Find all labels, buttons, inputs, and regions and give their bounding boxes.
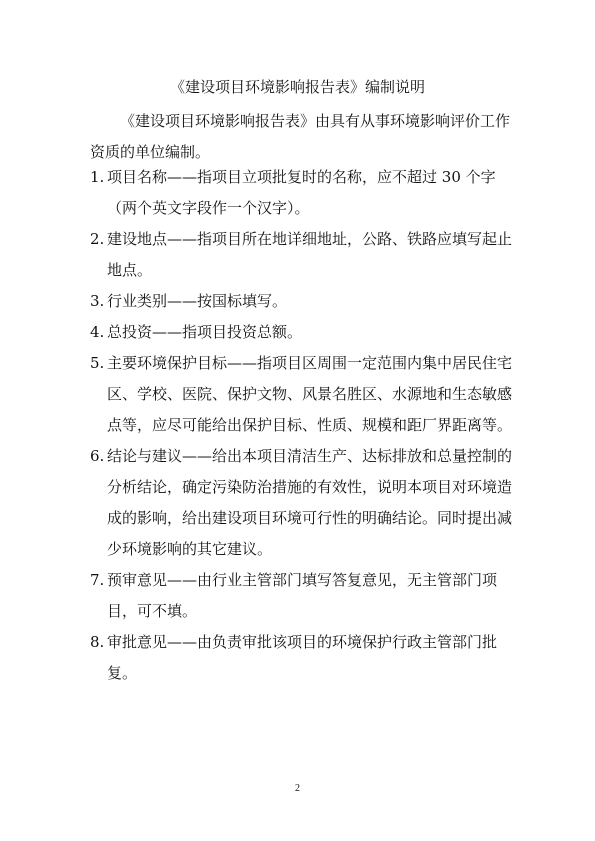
- item-text: 建设地点——指项目所在地详细地址，公路、铁路应填写起止地点。: [107, 230, 513, 279]
- item-text: 预审意见——由行业主管部门填写答复意见，无主管部门项目，可不填。: [107, 571, 498, 620]
- list-item: [90, 348, 515, 441]
- list-item: [90, 224, 515, 286]
- list-item: [90, 162, 515, 224]
- item-number: 1.: [90, 168, 105, 186]
- instruction-list: [90, 162, 515, 689]
- item-number: 4.: [90, 323, 105, 341]
- list-item: [90, 627, 515, 689]
- item-text: 项目名称——指项目立项批复时的名称，应不超过 30 个字（两个英文字段作一个汉字）。: [107, 168, 496, 217]
- intro-paragraph: 《建设项目环境影响报告表》由具有从事环境影响评价工作资质的单位编制。: [90, 112, 511, 161]
- item-text: 结论与建议——给出本项目清洁生产、达标排放和总量控制的分析结论，确定污染防治措施的有效性，说明本项目对环境造成的影响，给出建设项目环境可行性的明确结论。同时提出减少环境影响的其它建议。: [107, 447, 513, 558]
- item-text: 行业类别——按国标填写。: [107, 292, 288, 310]
- list-item: [90, 565, 515, 627]
- item-text: 主要环境保护目标——指项目区周围一定范围内集中居民住宅区、学校、医院、保护文物、风景名胜区、水源地和生态敏感点等，应尽可能给出保护目标、性质、规模和距厂界距离等。: [107, 354, 513, 434]
- item-text: 审批意见——由负责审批该项目的环境保护行政主管部门批复。: [107, 633, 498, 682]
- item-number: 8.: [90, 633, 105, 651]
- item-number: 5.: [90, 354, 105, 372]
- item-number: 7.: [90, 571, 105, 589]
- list-item: [90, 441, 515, 565]
- item-text: 总投资——指项目投资总额。: [107, 323, 303, 341]
- list-item: [90, 286, 515, 317]
- page-number: 2: [295, 783, 300, 794]
- item-number: 2.: [90, 230, 105, 248]
- document-title: 《建设项目环境影响报告表》编制说明: [169, 78, 425, 96]
- list-item: [90, 317, 515, 348]
- item-number: 3.: [90, 292, 105, 310]
- item-number: 6.: [90, 447, 105, 465]
